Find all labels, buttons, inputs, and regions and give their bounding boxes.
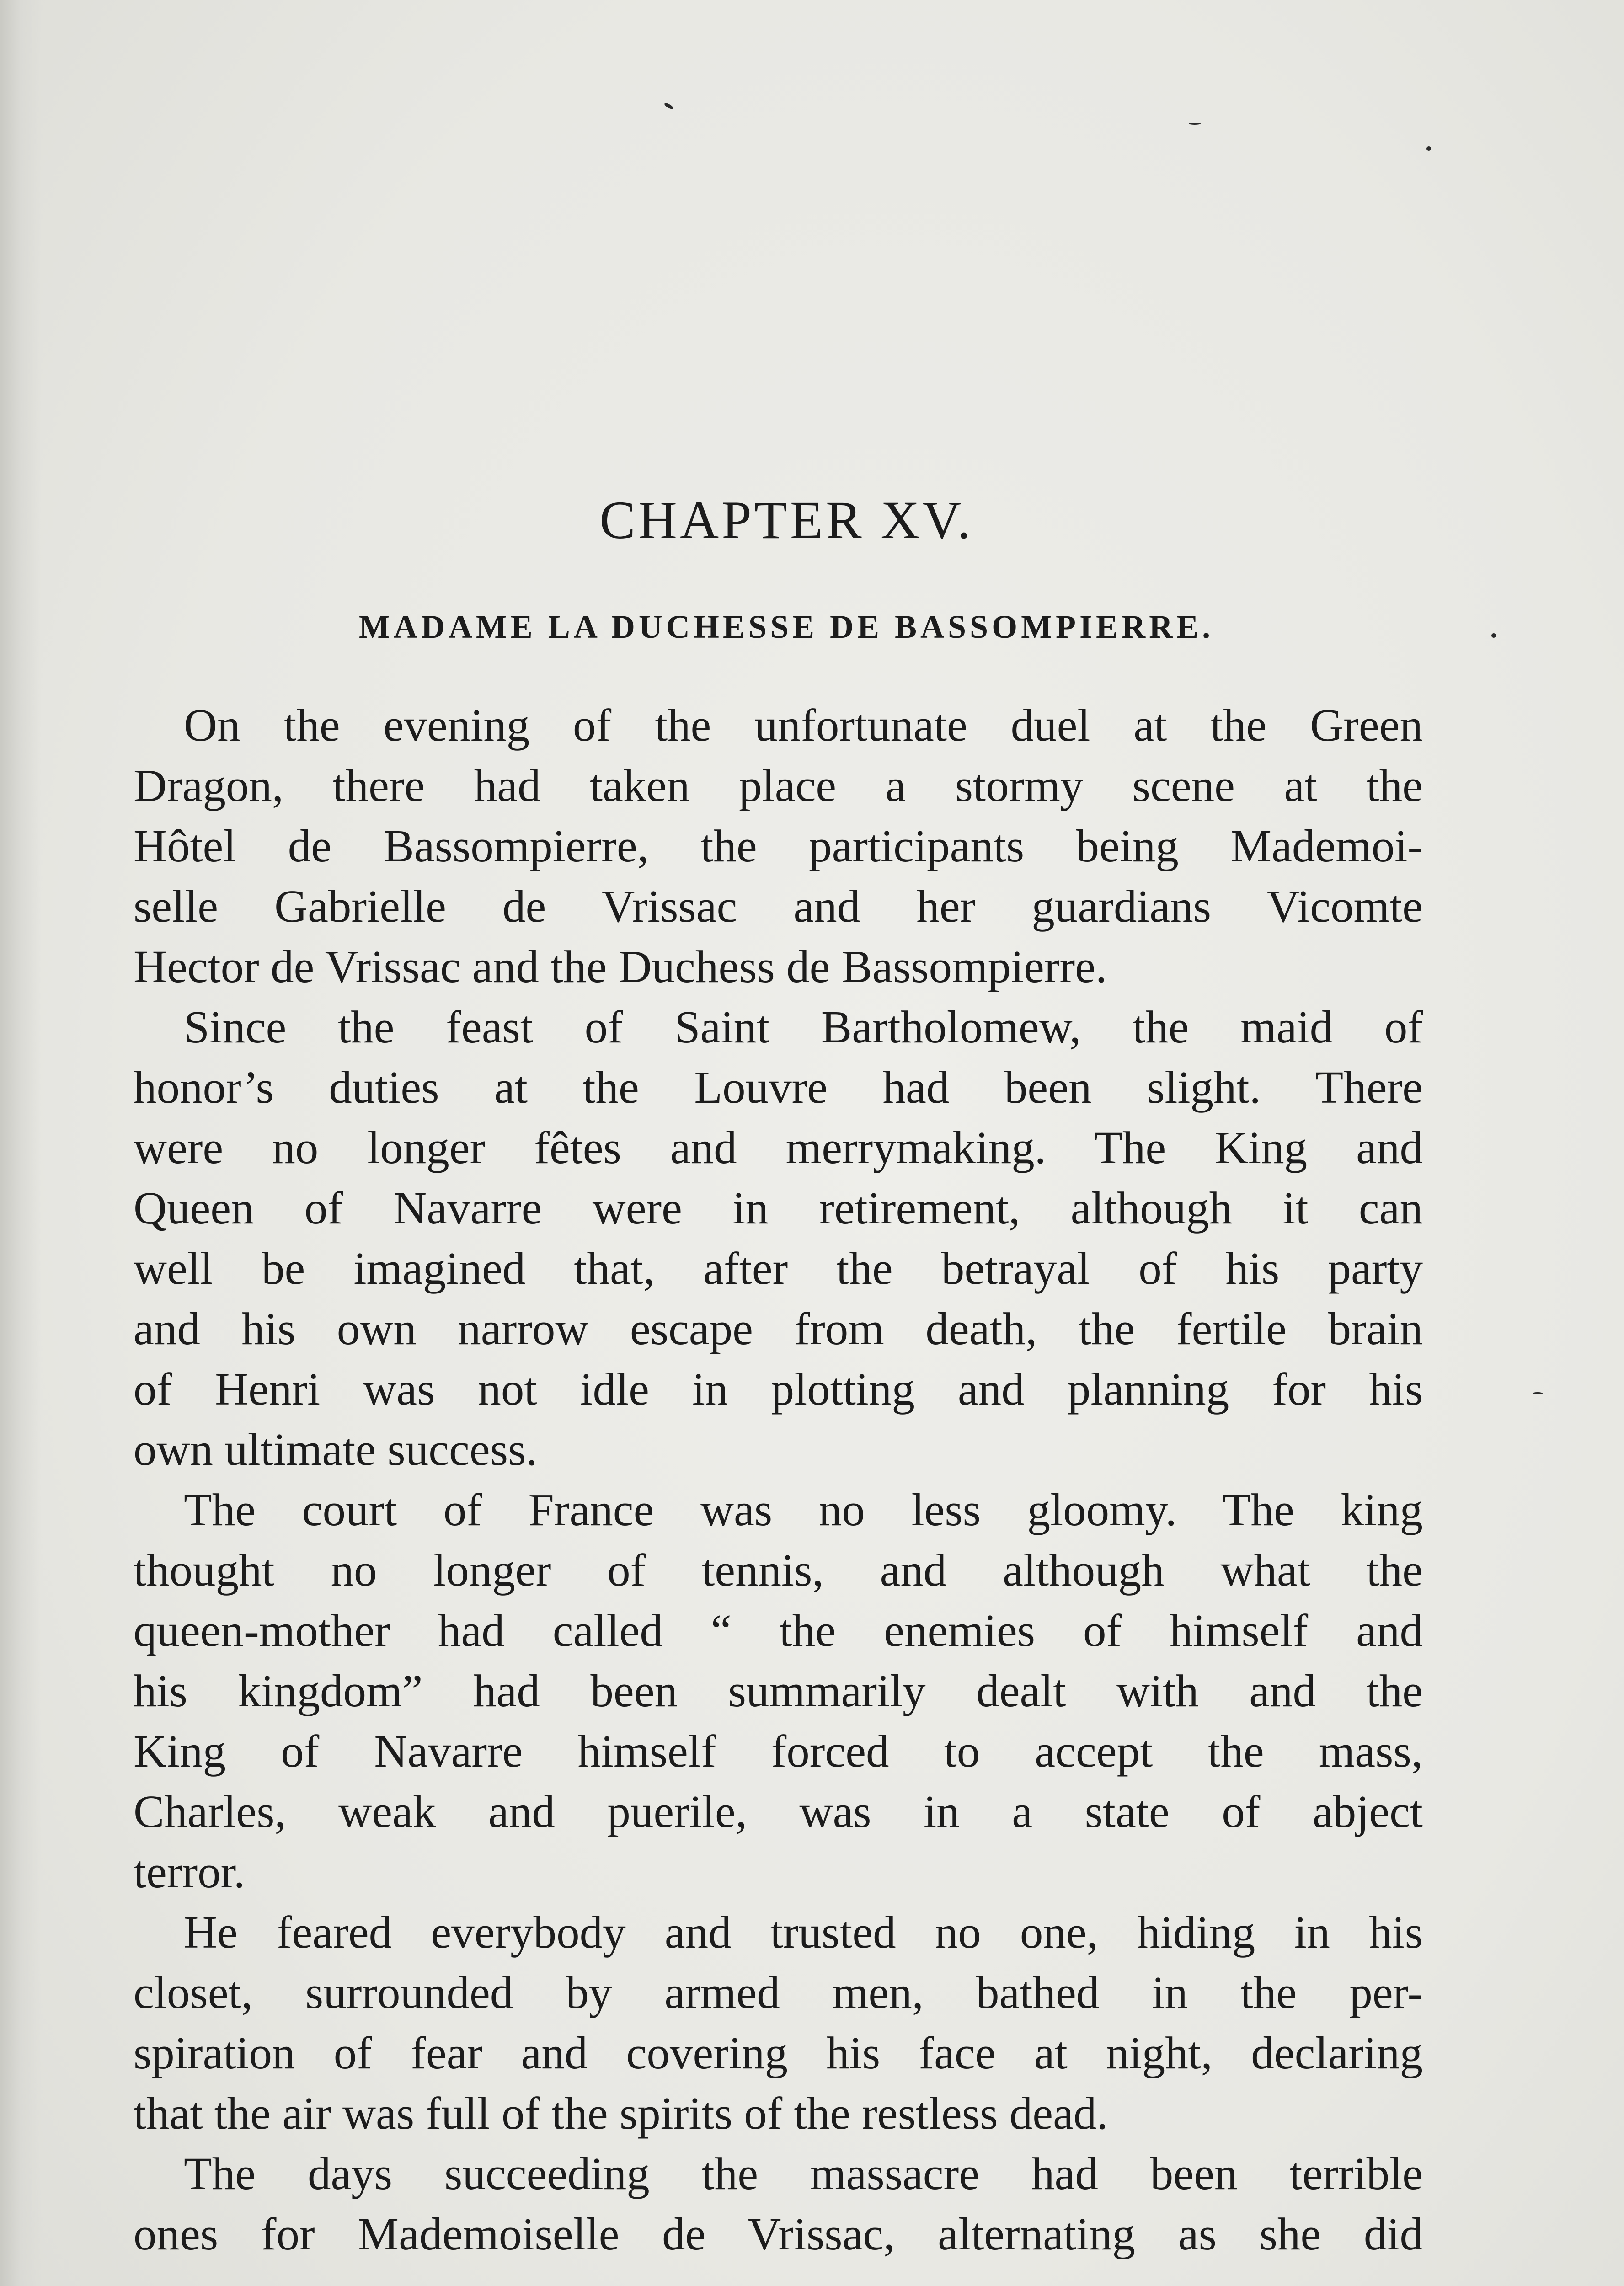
text-line: The days succeeding the massacre had been terrible <box>184 2148 1423 2199</box>
chapter-body <box>134 695 1423 2264</box>
text-line: were no longer fêtes and merrymaking. The King and <box>134 1122 1423 1173</box>
binding-shadow <box>0 0 41 2286</box>
text-line: Queen of Navarre were in retirement, although it can <box>134 1182 1423 1234</box>
text-line: well be imagined that, after the betrayal of his party <box>134 1243 1423 1294</box>
chapter-subtitle: MADAME LA DUCHESSE DE BASSOMPIERRE. <box>358 609 1214 645</box>
text-line: thought no longer of tennis, and although what the <box>134 1544 1423 1596</box>
text-line: Hôtel de Bassompierre, the participants being Mademoi- <box>134 820 1423 871</box>
text-line: closet, surrounded by armed men, bathed in the per- <box>134 1967 1423 2018</box>
text-line: On the evening of the unfortunate duel at the Green <box>184 700 1423 751</box>
text-line: selle Gabrielle de Vrissac and her guardians Vicomte <box>134 881 1423 932</box>
text-line: and his own narrow escape from death, the fertile brain <box>134 1303 1423 1354</box>
text-line: his kingdom” had been summarily dealt with and the <box>134 1665 1423 1716</box>
print-speck <box>1189 123 1201 125</box>
text-line: terror. <box>134 1846 245 1897</box>
paragraph <box>134 997 1423 1479</box>
print-speck <box>1426 146 1431 151</box>
text-line: of Henri was not idle in plotting and planning for his <box>134 1363 1423 1415</box>
text-line: Since the feast of Saint Bartholomew, the maid of <box>184 1001 1423 1052</box>
text-line: King of Navarre himself forced to accept the mass, <box>134 1725 1423 1777</box>
paragraph <box>134 2143 1423 2264</box>
paragraph <box>134 1902 1423 2143</box>
text-line: He feared everybody and trusted no one, hiding in his <box>184 1907 1423 1958</box>
text-line: Hector de Vrissac and the Duchess de Bassompierre. <box>134 941 1107 992</box>
paragraph <box>134 1479 1423 1902</box>
text-line: ones for Mademoiselle de Vrissac, alternating as she did <box>134 2208 1423 2259</box>
text-line: Dragon, there had taken place a stormy scene at the <box>134 760 1423 811</box>
text-line: The court of France was no less gloomy. The king <box>184 1484 1423 1535</box>
text-line: that the air was full of the spirits of the restless dead. <box>134 2088 1108 2139</box>
text-line: Charles, weak and puerile, was in a state of abject <box>134 1786 1423 1837</box>
text-line: spiration of fear and covering his face at night, declaring <box>134 2027 1423 2078</box>
print-speck <box>663 102 674 110</box>
print-speck <box>1533 1392 1543 1394</box>
text-line: own ultimate success. <box>134 1424 538 1475</box>
text-line: honor’s duties at the Louvre had been slight. There <box>134 1062 1423 1113</box>
paragraph <box>134 695 1423 997</box>
text-line: queen-mother had called “ the enemies of himself and <box>134 1605 1423 1656</box>
chapter-title: CHAPTER XV. <box>599 490 973 550</box>
